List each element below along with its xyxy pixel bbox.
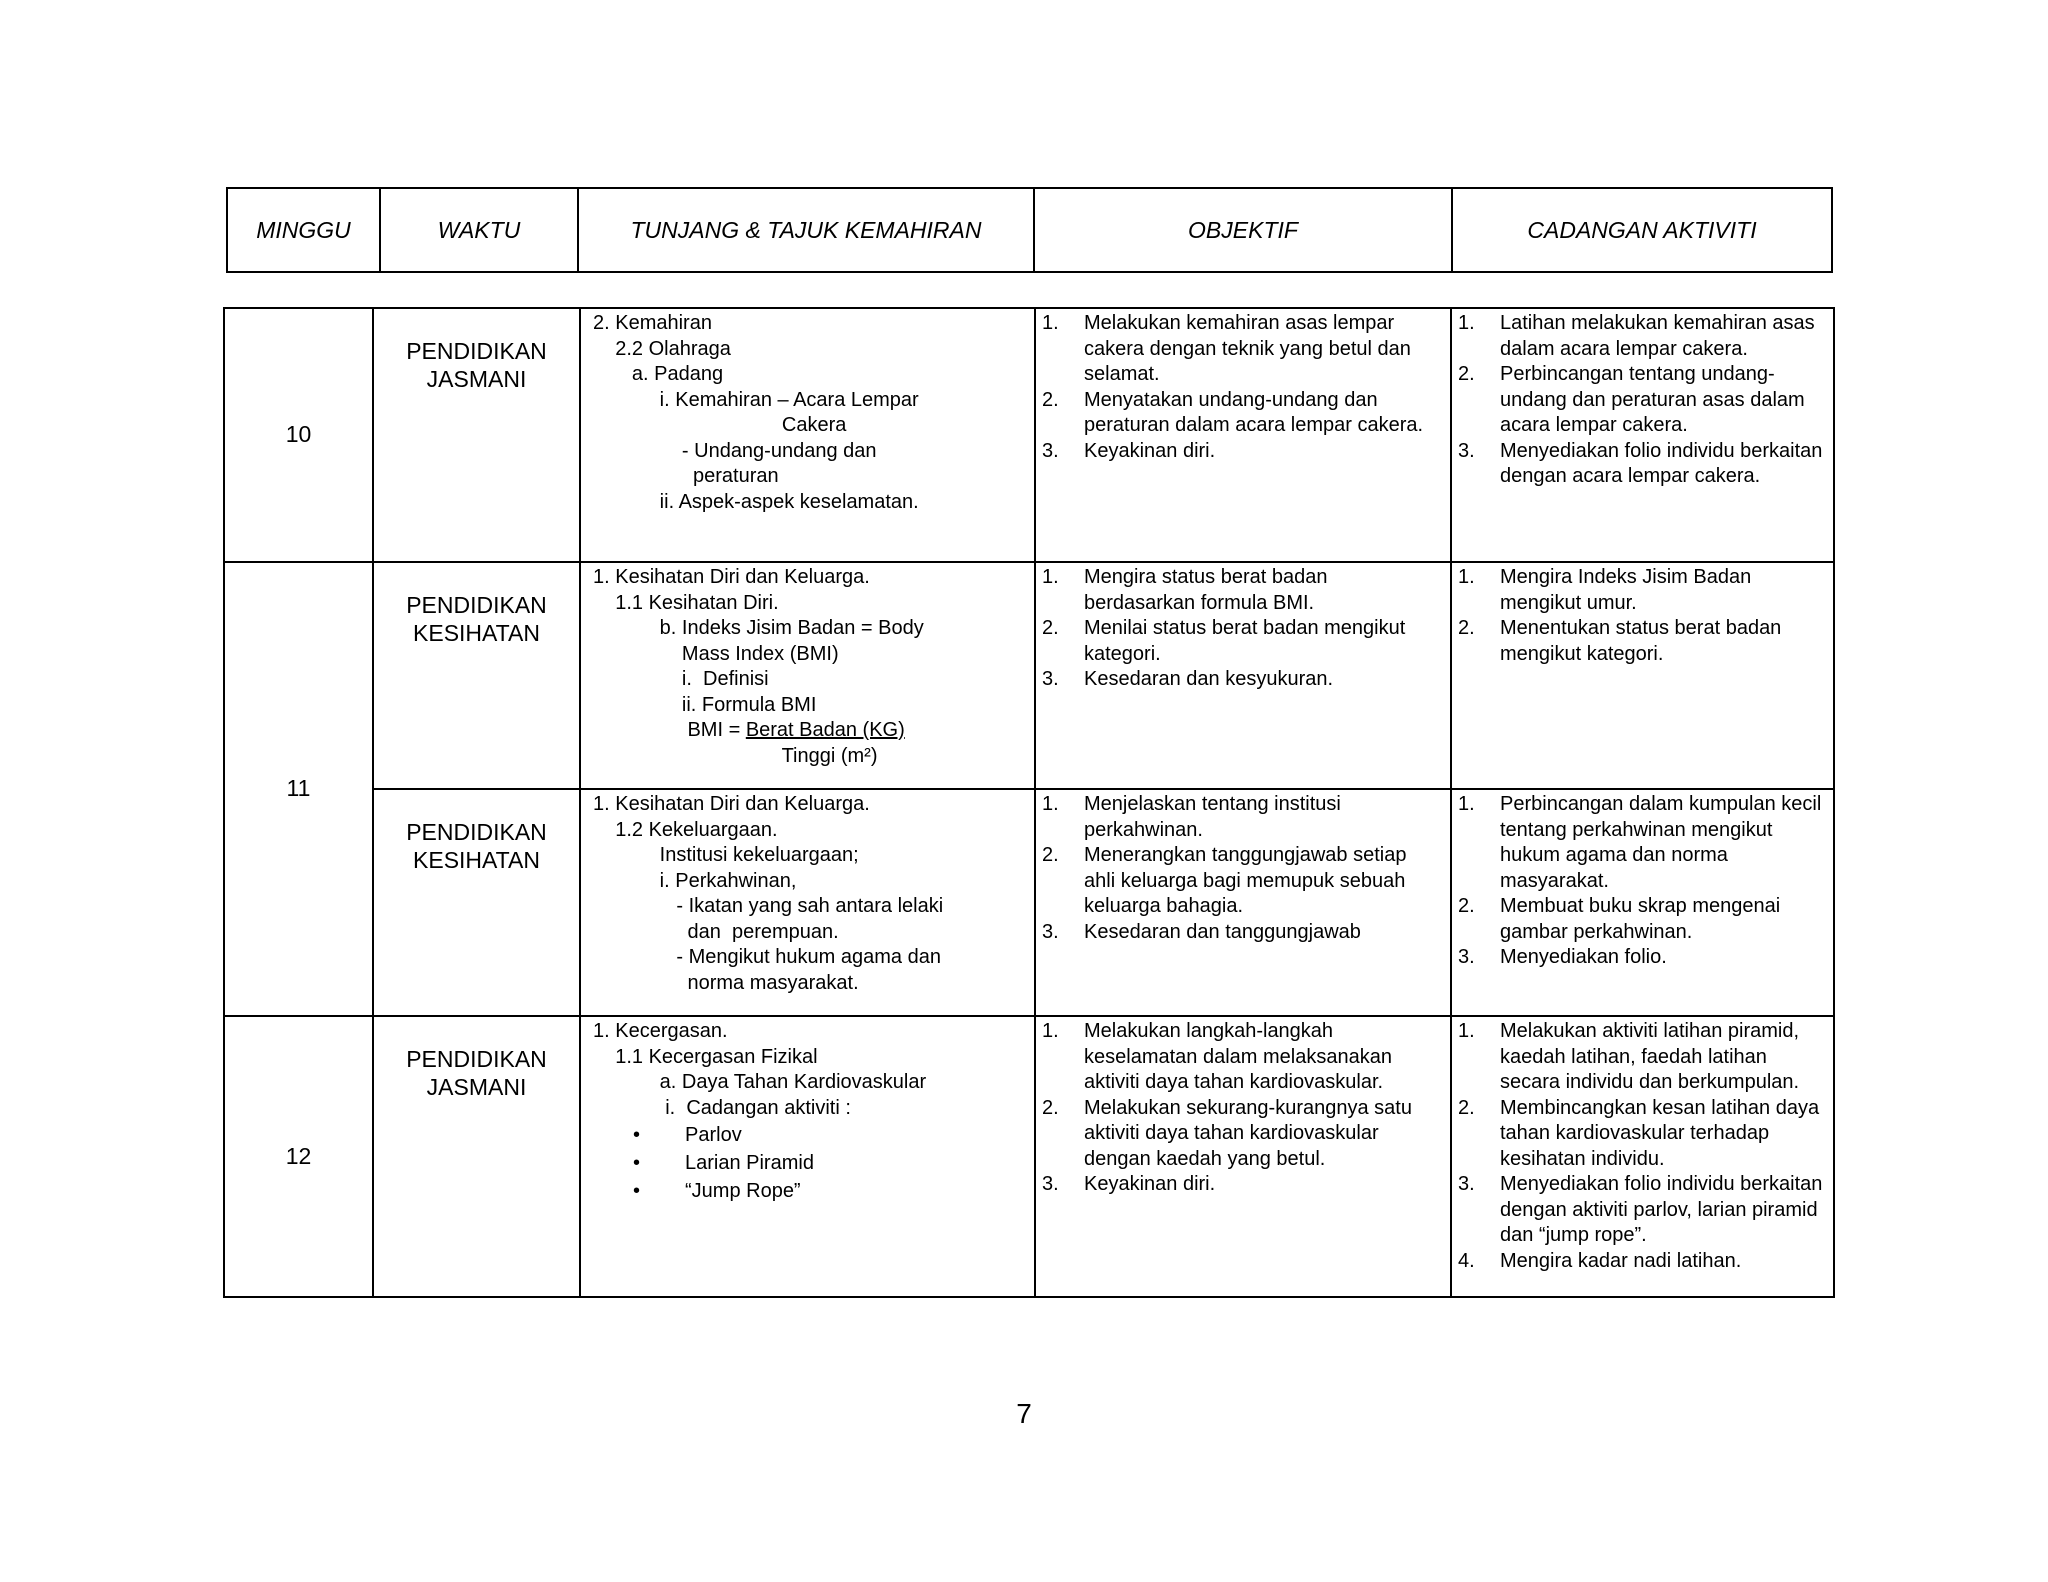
tunjang-line: ii. Formula BMI — [593, 693, 817, 716]
aktiviti-cell — [1451, 308, 1834, 562]
list-item: 1. Melakukan aktiviti latihan piramid, kaedah latihan, faedah latihan secara individu dan berkumpulan. — [1458, 1020, 1800, 1093]
bullet-icon: • — [633, 1180, 641, 1202]
list-item: 1. Mengira Indeks Jisim Badan mengikut umur. — [1458, 566, 1752, 614]
list-item: 1. Latihan melakukan kemahiran asas dalam acara lempar cakera. — [1458, 312, 1815, 360]
aktiviti-cell — [1451, 562, 1834, 789]
tunjang-line: 1. Kesihatan Diri dan Keluarga. — [593, 566, 870, 588]
aktiviti-cell — [1451, 789, 1834, 1016]
table-row — [224, 308, 1834, 562]
list-item: 2. Menilai status berat badan mengikut kategori. — [1042, 617, 1406, 665]
tunjang-line: peraturan — [593, 465, 779, 487]
objektif-list — [1036, 311, 1450, 464]
header-tunjang: TUNJANG & TAJUK KEMAHIRAN — [578, 188, 1034, 272]
list-item: 3. Menyediakan folio. — [1458, 946, 1667, 968]
header-aktiviti: CADANGAN AKTIVITI — [1452, 188, 1832, 272]
list-item: 2. Menentukan status berat badan mengikut kategori. — [1458, 617, 1782, 665]
waktu-line: PENDIDIKAN — [406, 592, 547, 618]
waktu-cell — [373, 562, 580, 789]
page-number: 7 — [1016, 1398, 1032, 1429]
tunjang-line: ii. Aspek-aspek keselamatan. — [593, 490, 919, 513]
bullet-icon: • — [633, 1124, 641, 1146]
tunjang-line: - Ikatan yang sah antara lelaki — [593, 895, 944, 917]
list-item: 3. Keyakinan diri. — [1042, 439, 1216, 462]
tunjang-line: i. Definisi — [593, 668, 769, 690]
tunjang-line: Institusi kekeluargaan; — [593, 844, 859, 866]
list-item: 2. Melakukan sekurang-kurangnya satu aktiviti daya tahan kardiovaskular dengan kaedah yang betul. — [1042, 1096, 1412, 1170]
list-item: 1. Menjelaskan tentang institusi perkahwinan. — [1042, 793, 1341, 841]
list-item: 1. Melakukan langkah-langkah keselamatan dalam melaksanakan aktiviti daya tahan kardiovaskular. — [1042, 1020, 1392, 1093]
aktiviti-list — [1452, 565, 1833, 667]
list-item: 1. Melakukan kemahiran asas lempar cakera dengan teknik yang betul dan selamat. — [1042, 312, 1411, 385]
bmi-numerator: Berat Badan (KG) — [745, 719, 905, 741]
tunjang-line: 1.1 Kecergasan Fizikal — [593, 1045, 818, 1068]
header-table — [226, 187, 1833, 273]
objektif-list — [1036, 792, 1450, 945]
tunjang-cell — [580, 562, 1035, 789]
tunjang-line: dan perempuan. — [593, 920, 839, 943]
objektif-list — [1036, 1019, 1450, 1198]
week-number: 10 — [224, 308, 373, 562]
table-row — [224, 562, 1834, 789]
list-item: 2. Perbincangan tentang undang-undang dan peraturan asas dalam acara lempar cakera. — [1458, 363, 1805, 436]
tunjang-line: 2. Kemahiran — [593, 312, 712, 334]
bullet-item: • Parlov — [593, 1121, 1028, 1149]
tunjang-line: norma masyarakat. — [593, 971, 859, 994]
waktu-line: JASMANI — [426, 1074, 527, 1100]
list-item: 3. Menyediakan folio individu berkaitan dengan aktiviti parlov, larian piramid dan “jump rope”. — [1458, 1173, 1823, 1246]
list-item: 1. Mengira status berat badan berdasarkan formula BMI. — [1042, 566, 1328, 614]
tunjang-cell — [580, 1016, 1035, 1297]
tunjang-line: i. Perkahwinan, — [593, 869, 797, 892]
waktu-line: KESIHATAN — [413, 620, 540, 646]
header-row — [227, 188, 1832, 272]
header-objektif: OBJEKTIF — [1034, 188, 1452, 272]
waktu-line: PENDIDIKAN — [406, 1046, 547, 1072]
waktu-cell — [373, 308, 580, 562]
tunjang-line: b. Indeks Jisim Badan = Body — [593, 617, 924, 639]
waktu-cell — [373, 1016, 580, 1297]
waktu-cell — [373, 789, 580, 1016]
bmi-denominator: Tinggi (m²) — [593, 744, 878, 767]
week-number: 12 — [224, 1016, 373, 1297]
tunjang-line: i. Kemahiran – Acara Lempar — [593, 388, 919, 411]
aktiviti-list — [1452, 792, 1833, 971]
bullet-item: • Larian Piramid — [593, 1149, 1028, 1177]
list-item: 3. Kesedaran dan kesyukuran. — [1042, 668, 1334, 690]
tunjang-cell — [580, 308, 1035, 562]
list-item: 2. Membincangkan kesan latihan daya tahan kardiovaskular terhadap kesihatan individu. — [1458, 1096, 1820, 1170]
objektif-list — [1036, 565, 1450, 693]
aktiviti-list — [1452, 1019, 1833, 1274]
tunjang-line: a. Padang — [593, 363, 724, 385]
list-item: 4. Mengira kadar nadi latihan. — [1458, 1249, 1742, 1272]
list-item: 2. Membuat buku skrap mengenai gambar perkahwinan. — [1458, 895, 1781, 943]
tunjang-line: 1. Kecergasan. — [593, 1020, 728, 1042]
tunjang-line: 1.2 Kekeluargaan. — [593, 818, 778, 841]
aktiviti-cell — [1451, 1016, 1834, 1297]
bullet-item: • “Jump Rope” — [593, 1177, 1028, 1205]
tunjang-line: 2.2 Olahraga — [593, 337, 731, 360]
tunjang-line: - Undang-undang dan — [593, 439, 877, 462]
waktu-line: KESIHATAN — [413, 847, 540, 873]
table-row — [224, 1016, 1834, 1297]
list-item: 1. Perbincangan dalam kumpulan kecil tentang perkahwinan mengikut hukum agama dan norma masyarakat. — [1458, 793, 1822, 892]
lesson-plan-table — [223, 307, 1835, 1298]
waktu-line: JASMANI — [426, 366, 527, 392]
tunjang-line: 1. Kesihatan Diri dan Keluarga. — [593, 793, 870, 815]
list-item: 3. Keyakinan diri. — [1042, 1173, 1216, 1195]
list-item: 3. Kesedaran dan tanggungjawab — [1042, 920, 1361, 943]
week-number: 11 — [224, 562, 373, 1016]
bullet-icon: • — [633, 1152, 641, 1174]
waktu-line: PENDIDIKAN — [406, 819, 547, 845]
list-item: 2. Menerangkan tanggungjawab setiap ahli keluarga bagi memupuk sebuah keluarga bahagia. — [1042, 844, 1407, 917]
objektif-cell — [1035, 1016, 1451, 1297]
aktiviti-list — [1452, 311, 1833, 490]
tunjang-line: Cakera — [593, 414, 847, 436]
waktu-line: PENDIDIKAN — [406, 338, 547, 364]
tunjang-line: 1.1 Kesihatan Diri. — [593, 591, 779, 614]
list-item: 3. Menyediakan folio individu berkaitan dengan acara lempar cakera. — [1458, 439, 1823, 487]
header-minggu: MINGGU — [227, 188, 380, 272]
tunjang-line: i. Cadangan aktiviti : — [593, 1096, 851, 1119]
list-item: 2. Menyatakan undang-undang dan peraturan dalam acara lempar cakera. — [1042, 388, 1424, 436]
tunjang-line: - Mengikut hukum agama dan — [593, 946, 941, 968]
bmi-formula — [593, 718, 1028, 744]
tunjang-line: Mass Index (BMI) — [593, 642, 839, 665]
header-waktu: WAKTU — [380, 188, 578, 272]
objektif-cell — [1035, 789, 1451, 1016]
tunjang-line: a. Daya Tahan Kardiovaskular — [593, 1071, 927, 1093]
objektif-cell — [1035, 308, 1451, 562]
objektif-cell — [1035, 562, 1451, 789]
bmi-prefix: BMI = — [593, 719, 746, 741]
table-row — [224, 789, 1834, 1016]
tunjang-cell — [580, 789, 1035, 1016]
